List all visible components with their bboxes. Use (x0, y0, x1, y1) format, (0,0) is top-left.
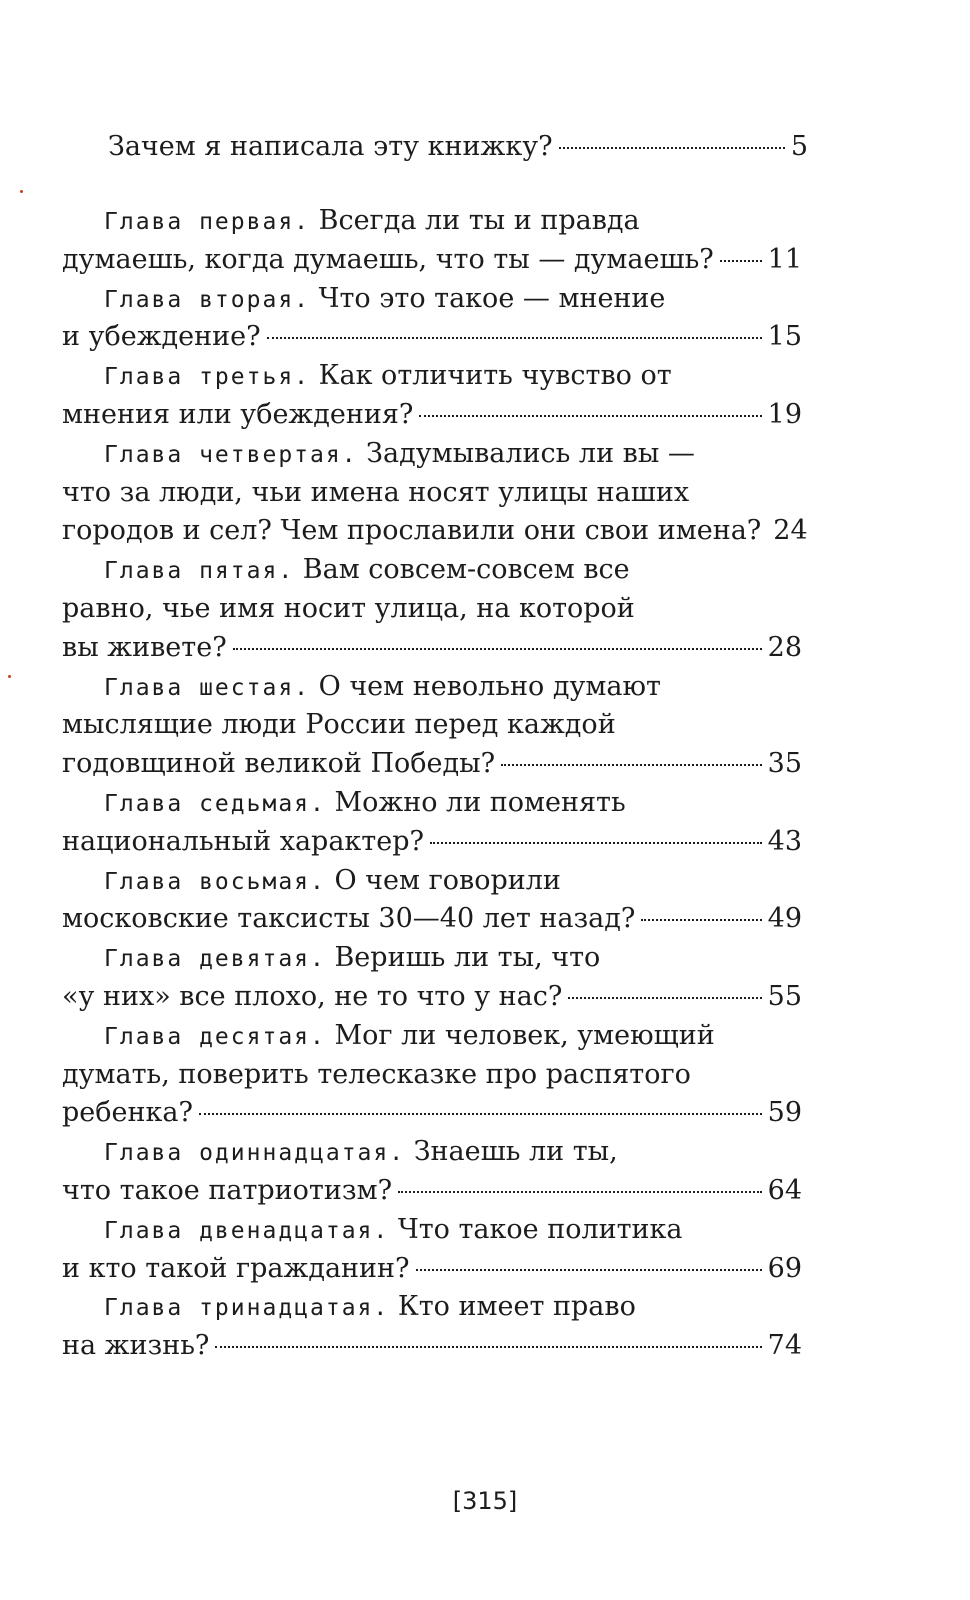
chapter-title-text: «у них» все плохо, не то что у нас? (62, 980, 563, 1012)
chapter-title-text: Что такое политика (397, 1213, 683, 1245)
toc-intro-entry[interactable] (108, 127, 808, 167)
toc-entry-line (62, 823, 802, 862)
toc-entry[interactable] (62, 280, 802, 358)
chapter-page-number: 43 (767, 825, 802, 857)
chapter-title-text: московские таксисты 30—40 лет назад? (62, 903, 636, 935)
dot-leader (430, 842, 762, 844)
chapter-title-text: что за люди, чьи имена носят улицы наших (62, 476, 690, 508)
toc-entry-line (62, 551, 802, 590)
chapter-title-text: Как отличить чувство от (318, 360, 672, 392)
toc-entry[interactable] (62, 435, 808, 551)
toc-entry-line (62, 745, 802, 784)
chapter-label: Глава пятая. (104, 558, 295, 585)
chapter-title-text: Мог ли человек, умеющий (334, 1019, 715, 1051)
toc-entry[interactable] (62, 939, 802, 1017)
toc-entry-line (62, 978, 802, 1017)
chapter-title-text: Кто имеет право (397, 1291, 636, 1323)
dot-leader (267, 337, 762, 339)
toc-entry-line (62, 1211, 802, 1250)
dot-leader (233, 648, 762, 650)
toc-entry-line (62, 668, 802, 707)
chapter-page-number: 11 (767, 243, 802, 275)
chapter-title-text: на жизнь? (62, 1330, 210, 1362)
toc-entry-line (62, 590, 802, 629)
chapter-title-text: равно, чье имя носит улица, на которой (62, 592, 635, 624)
chapter-title-text: городов и сел? Чем прославили они свои имена? (62, 515, 762, 547)
toc-entry-line (62, 474, 802, 513)
toc-entry-line (62, 512, 808, 551)
toc-entry-line (62, 318, 802, 357)
chapter-title-text: и убеждение? (62, 321, 261, 353)
chapter-title-text: Вам совсем-совсем все (302, 554, 630, 586)
chapter-title-text: О чем невольно думают (318, 670, 661, 702)
chapter-page-number: 55 (767, 980, 802, 1012)
chapter-title-text: годовщиной великой Победы? (62, 748, 496, 780)
toc-entry-line (62, 241, 802, 280)
toc-entry-line (62, 1172, 802, 1211)
chapter-title-text: думать, поверить телесказке про распятого (62, 1058, 691, 1090)
chapter-title-text: Всегда ли ты и правда (318, 205, 640, 236)
dot-leader (559, 147, 785, 149)
toc-entry-line (62, 357, 802, 396)
chapter-title-text: мыслящие люди России перед каждой (62, 709, 616, 741)
toc-entry-line (62, 435, 802, 474)
chapter-page-number: 24 (773, 515, 808, 547)
chapter-title-text: национальный характер? (62, 825, 424, 857)
toc-entry-line (62, 1250, 802, 1289)
toc-entry[interactable] (62, 1017, 802, 1133)
chapter-label: Глава одиннадцатая. (104, 1140, 406, 1167)
toc-intro-title: Зачем я написала эту книжку? (108, 131, 553, 162)
toc-entry-line (62, 396, 802, 435)
chapter-page-number: 19 (767, 398, 802, 430)
page-number: [315] (452, 1487, 518, 1515)
chapter-label: Глава двенадцатая. (104, 1217, 390, 1244)
chapter-label: Глава девятая. (104, 946, 326, 973)
toc-entry[interactable] (62, 551, 802, 667)
dot-leader (419, 415, 761, 417)
toc-entry-line (62, 939, 802, 978)
toc-intro-page: 5 (790, 131, 808, 162)
dot-leader (720, 260, 762, 262)
dot-leader (215, 1346, 761, 1348)
chapter-label: Глава третья. (104, 364, 311, 391)
dot-leader (641, 919, 761, 921)
chapter-page-number: 28 (767, 631, 802, 663)
chapter-label: Глава первая. (104, 209, 311, 235)
toc-entry-line (62, 784, 802, 823)
toc-entry[interactable] (62, 862, 802, 940)
dot-leader (501, 764, 762, 766)
toc-entry-line (62, 629, 802, 668)
toc-entry-line (62, 862, 802, 901)
chapter-label: Глава вторая. (104, 286, 311, 313)
toc-entry-line (62, 202, 802, 241)
paper-speck (8, 675, 11, 678)
toc-entry-line (62, 280, 802, 319)
chapter-title-text: Знаешь ли ты, (413, 1136, 618, 1168)
chapter-label: Глава тринадцатая. (104, 1295, 390, 1322)
chapter-page-number: 49 (767, 903, 802, 935)
chapter-title-text: мнения или убеждения? (62, 398, 414, 430)
toc-entry-line (62, 1133, 802, 1172)
paper-speck (20, 190, 23, 193)
chapter-label: Глава восьмая. (104, 868, 326, 895)
toc-entry-line (62, 1288, 802, 1327)
dot-leader (199, 1113, 762, 1115)
chapter-page-number: 64 (767, 1174, 802, 1206)
toc-entry[interactable] (62, 784, 802, 862)
dot-leader (568, 997, 761, 999)
chapter-page-number: 69 (767, 1252, 802, 1284)
chapter-title-text: вы живете? (62, 631, 227, 663)
dot-leader (398, 1191, 762, 1193)
chapter-title-text: Веришь ли ты, что (334, 942, 601, 974)
chapter-title-text: Задумывались ли вы — (366, 437, 695, 469)
toc-entry[interactable] (62, 202, 802, 280)
chapter-label: Глава десятая. (104, 1023, 326, 1050)
toc-entry-line (62, 1056, 802, 1095)
chapter-page-number: 74 (767, 1330, 802, 1362)
chapter-title-text: ребенка? (62, 1097, 193, 1129)
chapter-page-number: 59 (767, 1097, 802, 1129)
chapter-title-text: Что это такое — мнение (318, 282, 666, 314)
toc-entry-line (62, 1327, 802, 1366)
toc-entry[interactable] (62, 1133, 802, 1211)
chapter-title-text: О чем говорили (334, 864, 561, 896)
toc-entry[interactable] (62, 1211, 802, 1289)
toc-entry-line (62, 706, 802, 745)
toc-entry[interactable] (62, 357, 802, 435)
toc-entry-line (62, 1017, 802, 1056)
chapter-label: Глава четвертая. (104, 441, 358, 468)
chapter-label: Глава седьмая. (104, 791, 326, 817)
chapter-title-text: Можно ли поменять (334, 787, 626, 818)
toc-entry-line (62, 900, 802, 939)
dot-leader (416, 1269, 762, 1271)
chapter-title-text: и кто такой гражданин? (62, 1252, 410, 1284)
chapter-page-number: 15 (767, 321, 802, 353)
chapter-label: Глава шестая. (104, 674, 311, 701)
toc-entry[interactable] (62, 1288, 802, 1366)
chapter-page-number: 35 (767, 748, 802, 780)
chapter-title-text: думаешь, когда думаешь, что ты — думаешь? (62, 243, 714, 275)
toc-entry[interactable] (62, 668, 802, 784)
toc-entry-line (62, 1094, 802, 1133)
chapter-title-text: что такое патриотизм? (62, 1174, 393, 1206)
